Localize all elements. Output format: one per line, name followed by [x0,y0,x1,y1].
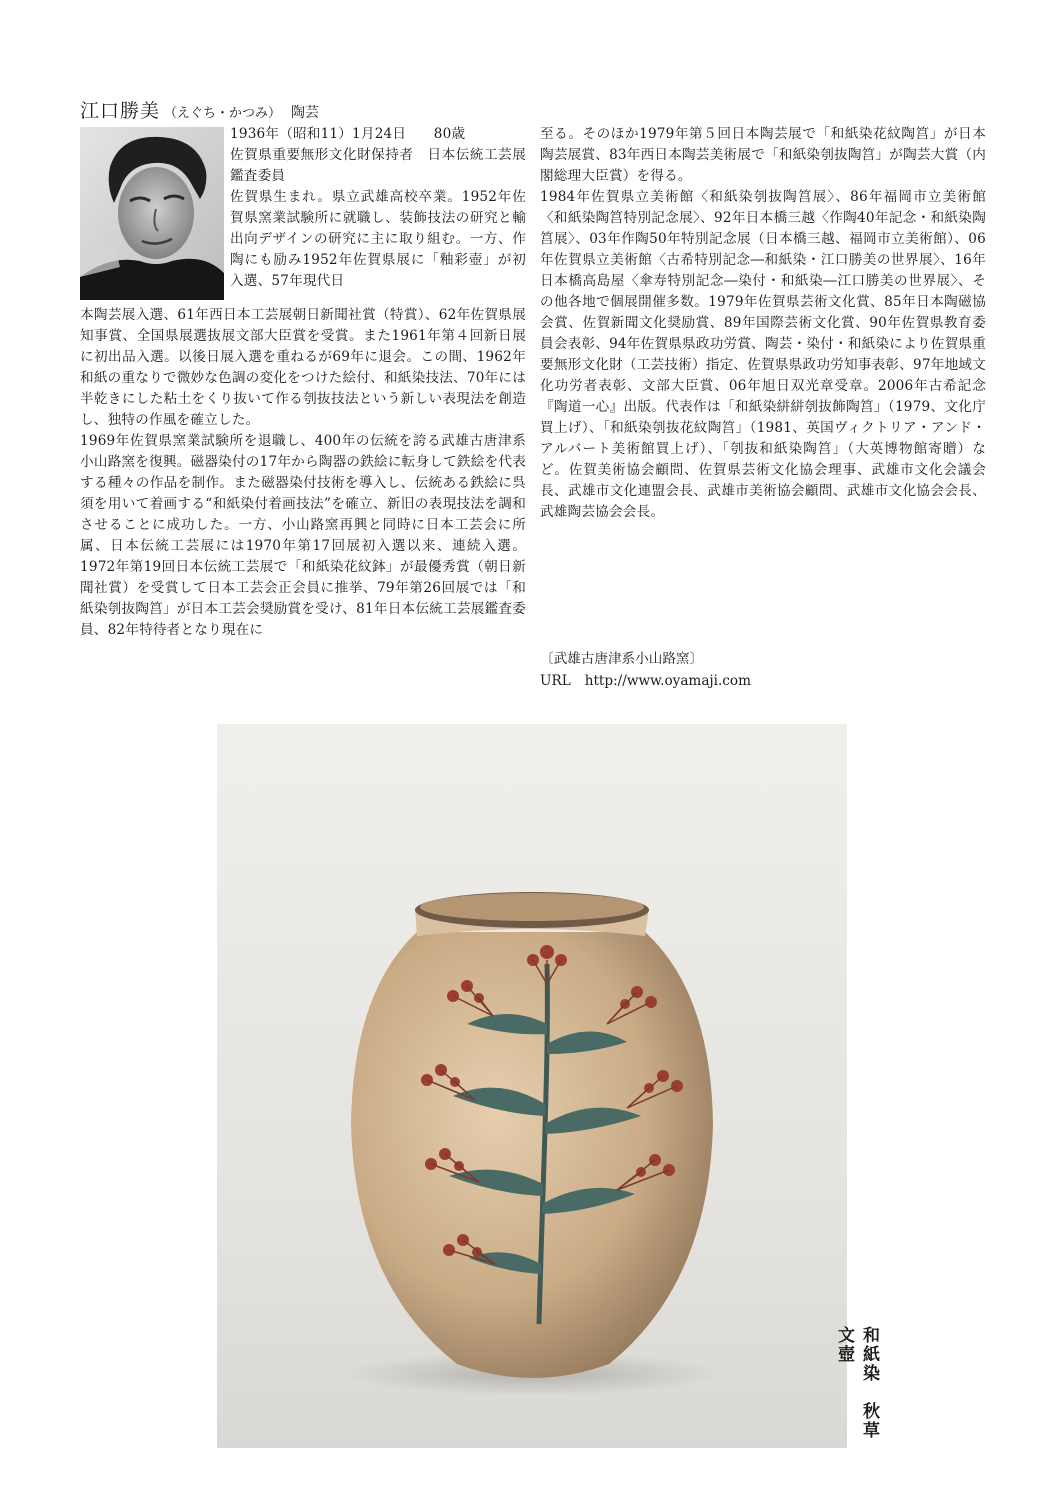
biography-paragraph-1-start: 佐賀県生まれ。県立武雄高校卒業。1952年佐賀県窯業試験所に就職し、装飾技法の研究と輸出向デザインの研究に主に取り組む。一方、作陶にも励み1952年佐賀県展に「釉彩壺」が初入選、57年現代日 [230,189,526,289]
url-label: URL [540,673,571,689]
artist-field: 陶芸 [291,105,320,121]
biography-paragraph-1-end: 本陶芸展入選、61年西日本工芸展朝日新聞社賞（特賞）、62年佐賀県展知事賞、全国県展選抜展文部大臣賞を受賞。また1961年第４回新日展に初出品入選。以後日展入選を重ねるが69年に退会。この間、1962年和紙の重なりで微妙な色調の変化をつけた絵付、和紙染技法、70年には半乾きにした粘土をくり抜いて作る刳抜技法という新しい表現法を創造し、独特の作風を確立した。 [80,307,526,428]
artist-heading [80,96,319,122]
biography-column-left [80,305,526,715]
titles-line: 佐賀県重要無形文化財保持者 日本伝統工芸展鑑査委員 [230,147,526,184]
vase-photograph [217,724,847,1448]
biography-paragraph-2-end: 至る。そのほか1979年第５回日本陶芸展で「和紙染花紋陶筥」が日本陶芸展賞、83年西日本陶芸美術展で「和紙染刳抜陶筥」が陶芸大賞（内閣総理大臣賞）を得る。 [540,126,986,184]
photo-caption: 和紙染 秋草文壺 [834,1326,879,1440]
biography-paragraph-2: 1969年佐賀県窯業試験所を退職し、400年の伝統を誇る武雄古唐津系小山路窯を復興。磁器染付の17年から陶器の鉄絵に転身して鉄絵を代表する種々の作品を制作。また磁器染付技術を導入し、伝統ある鉄絵に呉須を用いて着画する“和紙染付着画技法”を確立、新旧の表現技法を調和させることに成功した。一方、小山路窯再興と同時に日本工芸会に所属、日本伝統工芸展には1970年第17回展初入選以来、連続入選。1972年第19回日本伝統工芸展で「和紙染花紋鉢」が最優秀賞（朝日新聞社賞）を受賞して日本工芸会正会員に推挙、79年第26回展では「和紙染刳抜陶筥」が日本工芸会奨励賞を受け、81年日本伝統工芸展鑑査委員、82年特待者となり現在に [80,433,526,638]
artist-name-reading: （えぐち・かつみ） [164,106,282,121]
artist-portrait-photo [80,127,224,300]
url-line [540,670,986,692]
biography-column-top [230,124,526,306]
biography-paragraph-3: 1984年佐賀県立美術館〈和紙染刳抜陶筥展〉、86年福岡市立美術館〈和紙染陶筥特別記念展〉、92年日本橋三越〈作陶40年記念・和紙染陶筥展〉、03年作陶50年特別記念展（日本橋三越、福岡市立美術館）、06年佐賀県立美術館〈古希特別記念―和紙染・江口勝美の世界展〉、16年日本橋高島屋〈傘寿特別記念―染付・和紙染―江口勝美の世界展〉、その他各地で個展開催多数。1979年佐賀県芸術文化賞、85年日本陶磁協会賞、佐賀新聞文化奨励賞、89年国際芸術文化賞、90年佐賀県教育委員会表彰、94年佐賀県県政功労賞、陶芸・染付・和紙染により佐賀県重要無形文化財（工芸技術）指定、佐賀県県政功労知事表彰、97年地域文化功労者表彰、文部大臣賞、06年旭日双光章受章。2006年古希記念『陶道一心』出版。代表作は「和紙染絣絣刳抜飾陶筥」（1979、文化庁買上げ）、「和紙染刳抜花紋陶筥」（1981、英国ヴィクトリア・アンド・アルバート美術館買上げ）、「刳抜和紙染陶筥」（大英博物館寄贈）など。佐賀美術協会顧問、佐賀県芸術文化協会理事、武雄市文化会議会長、武雄市文化連盟会長、武雄市美術協会顧問、武雄市文化協会会長、武雄陶芸協会会長。 [540,189,986,520]
kiln-name: 〔武雄古唐津系小山路窯〕 [540,651,704,667]
website-url[interactable]: http://www.oyamaji.com [584,673,751,689]
artist-name: 江口勝美 [80,100,161,122]
vase-illustration [217,724,847,1448]
portrait-illustration [80,127,224,300]
biography-column-right [540,124,986,604]
birth-date-line: 1936年（昭和11）1月24日 80歳 [230,126,466,142]
